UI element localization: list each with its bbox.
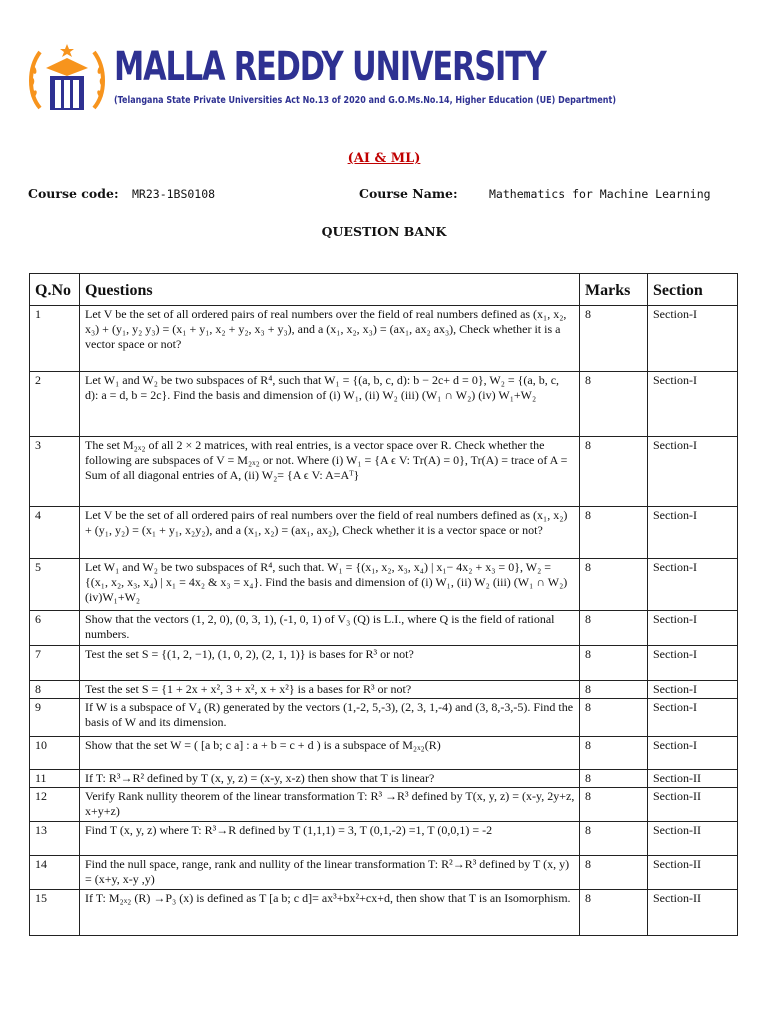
header-marks: Marks (580, 274, 648, 306)
cell-section: Section-I (648, 699, 738, 737)
course-code-label: Course code: (28, 186, 119, 201)
cell-marks: 8 (580, 699, 648, 737)
cell-section: Section-I (648, 559, 738, 611)
table-row (30, 306, 738, 372)
cell-section: Section-I (648, 681, 738, 699)
department-label: (AI & ML) (347, 151, 421, 166)
table-row (30, 437, 738, 507)
cell-qno: 7 (30, 646, 80, 681)
cell-section: Section-I (648, 737, 738, 770)
cell-marks: 8 (580, 822, 648, 856)
cell-question: Let W₁ and W₂ be two subspaces of R⁴, such that. W₁ = {(x₁, x₂, x₃, x₄) | x₁− 4x₂ + x₃ = 0}, W₂ = {(x₁, x₂, x₃, x₄) | x₁ = 4x₂ & x₃ = x₄}. Find the basis and dimension of (i) W₁, (ii) W₂ (iii) (W₁ ∩ W₂) (iv)W₁+W₂ (80, 559, 580, 611)
question-bank-table (29, 273, 738, 936)
cell-qno: 15 (30, 890, 80, 936)
cell-section: Section-I (648, 646, 738, 681)
university-subtitle: (Telangana State Private Universities Act No.13 of 2020 and G.O.Ms.No.14, Higher Education (UE) Department) (114, 95, 616, 106)
cell-section: Section-II (648, 770, 738, 788)
table-row (30, 681, 738, 699)
table-row (30, 699, 738, 737)
header-section: Section (648, 274, 738, 306)
cell-marks: 8 (580, 611, 648, 646)
table-row (30, 737, 738, 770)
table-row (30, 770, 738, 788)
table-row (30, 372, 738, 437)
cell-qno: 9 (30, 699, 80, 737)
cell-marks: 8 (580, 559, 648, 611)
cell-marks: 8 (580, 437, 648, 507)
cell-question: If T: R³→R² defined by T (x, y, z) = (x-y, x-z) then show that T is linear? (80, 770, 580, 788)
table-row (30, 507, 738, 559)
university-name: MALLA REDDY UNIVERSITY (114, 44, 546, 90)
cell-marks: 8 (580, 737, 648, 770)
cell-qno: 12 (30, 788, 80, 822)
cell-section: Section-II (648, 856, 738, 890)
cell-qno: 6 (30, 611, 80, 646)
cell-qno: 10 (30, 737, 80, 770)
cell-section: Section-I (648, 611, 738, 646)
table-row (30, 611, 738, 646)
cell-marks: 8 (580, 770, 648, 788)
cell-section: Section-II (648, 822, 738, 856)
cell-marks: 8 (580, 507, 648, 559)
cell-marks: 8 (580, 646, 648, 681)
university-logo-icon (26, 38, 108, 120)
cell-qno: 14 (30, 856, 80, 890)
cell-marks: 8 (580, 306, 648, 372)
cell-section: Section-I (648, 437, 738, 507)
cell-qno: 8 (30, 681, 80, 699)
page-title: QUESTION BANK (321, 224, 447, 239)
table-row (30, 788, 738, 822)
table-row (30, 890, 738, 936)
cell-marks: 8 (580, 856, 648, 890)
cell-question: Let V be the set of all ordered pairs of real numbers over the field of real numbers defined as (x₁, x₂, x₃) + (y₁, y₂ y₃) = (x₁ + y₁, x₂ + y₂, x₃ + y₃), and a (x₁, x₂, x₃) = (ax₁, ax₂ ax₃), Check whether it is a vector space or not? (80, 306, 580, 372)
university-header (26, 38, 616, 118)
cell-section: Section-I (648, 507, 738, 559)
cell-question: Show that the vectors (1, 2, 0), (0, 3, 1), (-1, 0, 1) of V₃ (Q) is L.I., where Q is the field of rational numbers. (80, 611, 580, 646)
cell-qno: 2 (30, 372, 80, 437)
cell-question: The set M₂ₓ₂ of all 2 × 2 matrices, with real entries, is a vector space over R. Check whether the following are subspaces of V = M₂ₓ₂ or not. Where (i) W₁ = {A ϵ V: Tr(A) = 0}, Tr(A) = trace of A = Sum of all diagonal entries of A, (ii) W₂= {A ϵ V: A=Aᵀ} (80, 437, 580, 507)
header-qno: Q.No (30, 274, 80, 306)
course-code-value: MR23-1BS0108 (132, 187, 216, 201)
cell-question: Find T (x, y, z) where T: R³→R defined by T (1,1,1) = 3, T (0,1,-2) =1, T (0,0,1) = -2 (80, 822, 580, 856)
cell-question: If W is a subspace of V₄ (R) generated by the vectors (1,-2, 5,-3), (2, 3, 1,-4) and (3, 8,-3,-5). Find the basis of W and its dimension. (80, 699, 580, 737)
cell-question: If T: M₂ₓ₂ (R) →P₃ (x) is defined as T [a b; c d]= ax³+bx²+cx+d, then show that T is an Isomorphism. (80, 890, 580, 936)
cell-qno: 11 (30, 770, 80, 788)
cell-section: Section-II (648, 788, 738, 822)
cell-question: Show that the set W = ( [a b; c a] : a + b = c + d ) is a subspace of M₂ₓ₂(R) (80, 737, 580, 770)
cell-question: Verify Rank nullity theorem of the linear transformation T: R³ →R³ defined by T(x, y, z) = (x-y, 2y+z, x+y+z) (80, 788, 580, 822)
cell-marks: 8 (580, 788, 648, 822)
course-name-label: Course Name: (359, 186, 458, 201)
cell-question: Let V be the set of all ordered pairs of real numbers over the field of real numbers defined as (x₁, x₂) + (y₁, y₂) = (x₁ + y₁, x₂y₂), and a (x₁, x₂) = (ax₁, ax₂), Check whether it is a vector space or not? (80, 507, 580, 559)
cell-qno: 4 (30, 507, 80, 559)
table-header-row (30, 274, 738, 306)
cell-section: Section-I (648, 372, 738, 437)
table-row (30, 559, 738, 611)
cell-section: Section-II (648, 890, 738, 936)
header-questions: Questions (80, 274, 580, 306)
table-row (30, 646, 738, 681)
cell-qno: 1 (30, 306, 80, 372)
cell-question: Find the null space, range, rank and nullity of the linear transformation T: R²→R³ defined by T (x, y) = (x+y, x-y ,y) (80, 856, 580, 890)
cell-qno: 3 (30, 437, 80, 507)
cell-section: Section-I (648, 306, 738, 372)
table-row (30, 856, 738, 890)
cell-qno: 13 (30, 822, 80, 856)
course-name-value: Mathematics for Machine Learning (489, 187, 711, 201)
table-row (30, 822, 738, 856)
cell-question: Test the set S = {1 + 2x + x², 3 + x², x + x²} is a bases for R³ or not? (80, 681, 580, 699)
cell-marks: 8 (580, 681, 648, 699)
course-info (28, 186, 740, 204)
cell-marks: 8 (580, 890, 648, 936)
cell-question: Let W₁ and W₂ be two subspaces of R⁴, such that W₁ = {(a, b, c, d): b − 2c+ d = 0}, W₂ = {(a, b, c, d): a = d, b = 2c}. Find the basis and dimension of (i) W₁, (ii) W₂ (iii) (W₁ ∩ W₂) (iv) W₁+W₂ (80, 372, 580, 437)
cell-marks: 8 (580, 372, 648, 437)
cell-question: Test the set S = {(1, 2, −1), (1, 0, 2), (2, 1, 1)} is bases for R³ or not? (80, 646, 580, 681)
cell-qno: 5 (30, 559, 80, 611)
